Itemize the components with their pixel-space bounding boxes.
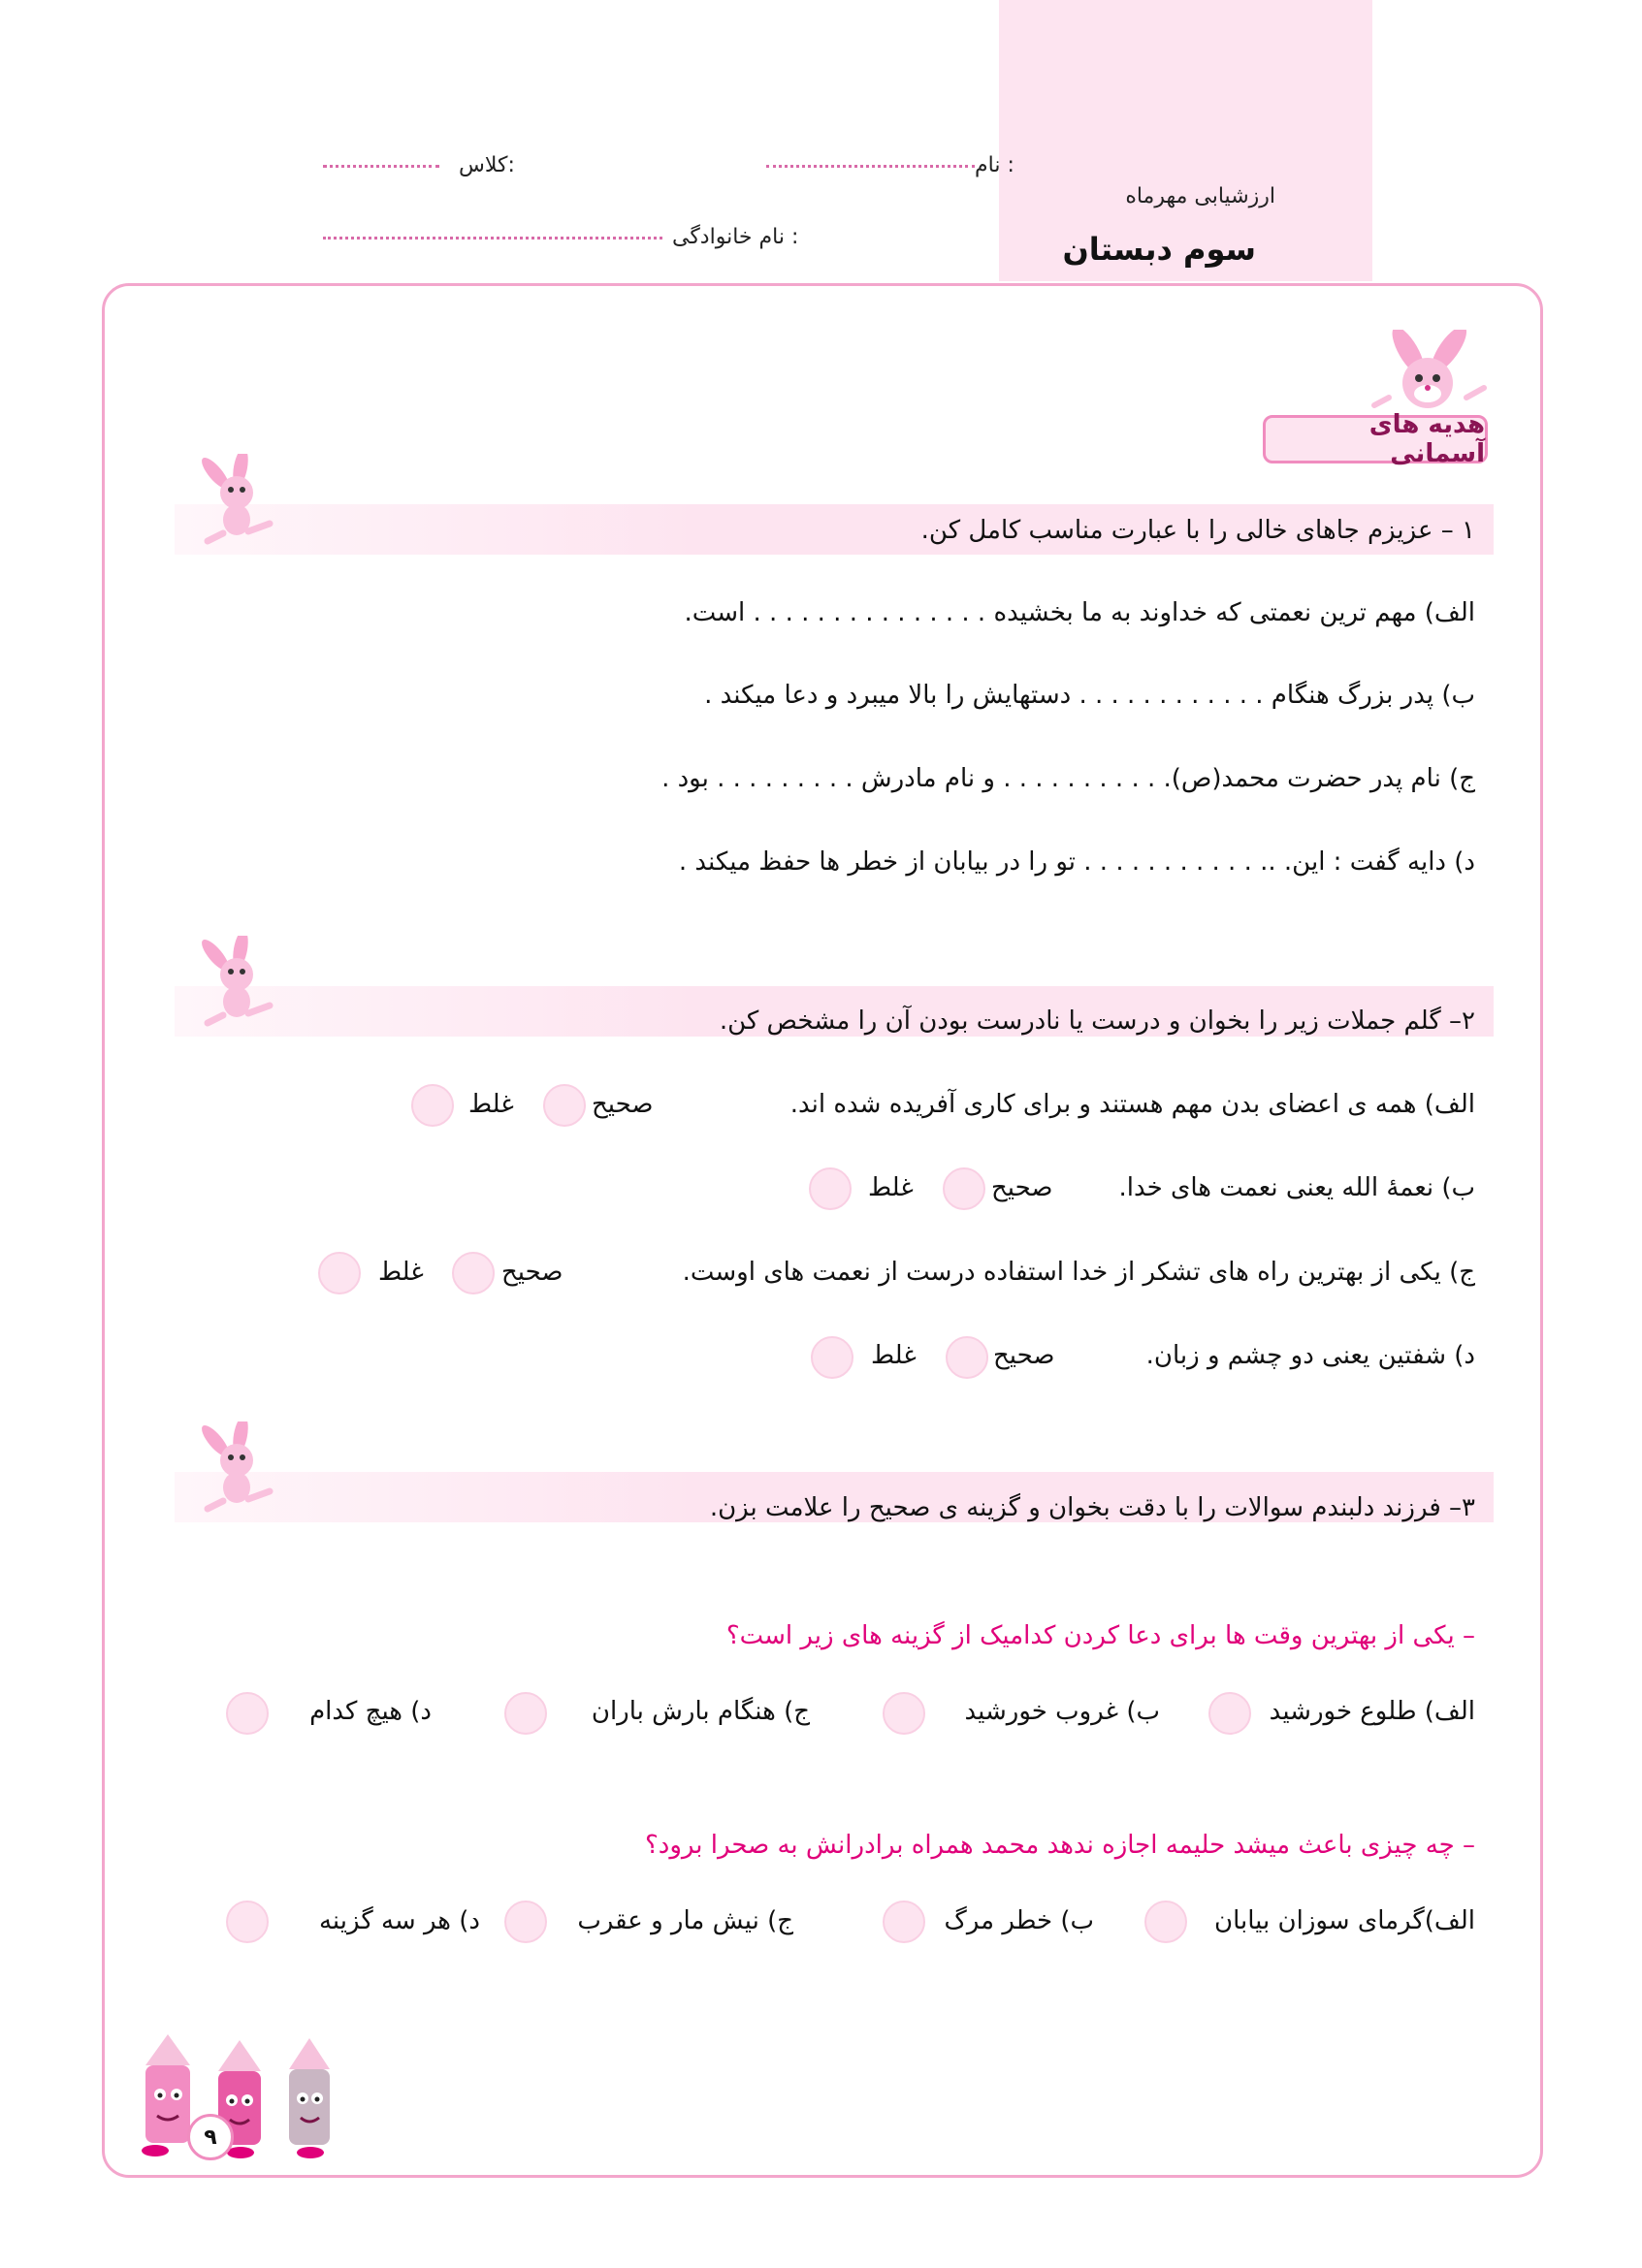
pencil-mascots-icon — [116, 2027, 359, 2162]
q3-sub2-option-a: الف)گرمای سوزان بیابان — [1213, 1906, 1475, 1935]
q2-item-d: د) شفتین یعنی دو چشم و زبان. — [1145, 1341, 1475, 1370]
running-bunny-icon — [194, 1421, 286, 1514]
class-dots — [323, 165, 439, 168]
running-bunny-icon — [194, 936, 286, 1028]
correct-option-circle[interactable] — [452, 1252, 495, 1294]
wrong-label: غلط — [468, 1090, 514, 1119]
name-label: : نام — [975, 153, 1014, 177]
option-circle[interactable] — [1144, 1901, 1187, 1943]
exam-subtitle: ارزشیابی مهرماه — [1125, 184, 1275, 208]
q3-sub2-option-c: ج) نیش مار و عقرب — [577, 1906, 793, 1935]
wrong-label: غلط — [378, 1258, 424, 1287]
family-dots — [323, 237, 662, 240]
wrong-label: غلط — [868, 1173, 914, 1202]
page-number: ۹ — [187, 2114, 234, 2160]
correct-option-circle[interactable] — [943, 1167, 985, 1210]
name-field[interactable] — [766, 153, 1014, 177]
wrong-option-circle[interactable] — [411, 1084, 454, 1127]
q1-item-d: د) دایه گفت : این. .. . . . . . . . . . . . تو را در بیابان از خطر ها حفظ میکند . — [678, 847, 1475, 877]
wrong-option-circle[interactable] — [811, 1336, 853, 1379]
class-field[interactable] — [323, 153, 515, 177]
grade-title: سوم دبستان — [1062, 231, 1256, 268]
family-field[interactable] — [323, 225, 798, 249]
q2-item-b: ب) نعمهٔ الله یعنی نعمت های خدا. — [1118, 1173, 1475, 1202]
q3-sub1-option-b: ب) غروب خورشید — [964, 1697, 1160, 1726]
correct-label: صحیح — [991, 1173, 1053, 1202]
family-label: : نام خانوادگی — [672, 225, 799, 249]
option-circle[interactable] — [883, 1692, 925, 1735]
option-circle[interactable] — [1208, 1692, 1251, 1735]
header-tab — [999, 0, 1372, 281]
q1-item-c: ج) نام پدر حضرت محمد(ص). . . . . . . . . . . و نام مادرش . . . . . . . . . بود . — [661, 764, 1475, 793]
content-frame — [102, 283, 1543, 2178]
q1-item-a: الف) مهم ترین نعمتی که خداوند به ما بخشیده . . . . . . . . . . . . . . . است. — [684, 598, 1475, 627]
option-circle[interactable] — [504, 1901, 547, 1943]
correct-option-circle[interactable] — [543, 1084, 586, 1127]
q3-sub1-question: – یکی از بهترین وقت ها برای دعا کردن کدامیک از گزینه های زیر است؟ — [725, 1621, 1475, 1650]
running-bunny-icon — [194, 454, 286, 546]
wrong-option-circle[interactable] — [318, 1252, 361, 1294]
bunny-mascot-icon — [1369, 330, 1491, 422]
wrong-label: غلط — [871, 1341, 917, 1370]
option-circle[interactable] — [883, 1901, 925, 1943]
class-label: :کلاس — [459, 153, 515, 177]
option-circle[interactable] — [226, 1692, 269, 1735]
q3-sub2-question: – چه چیزی باعث میشد حلیمه اجازه ندهد محمد همراه برادرانش به صحرا برود؟ — [644, 1831, 1475, 1860]
q1-title: ۱ – عزیزم جاهای خالی را با عبارت مناسب کامل کن. — [920, 516, 1475, 545]
correct-option-circle[interactable] — [946, 1336, 988, 1379]
wrong-option-circle[interactable] — [809, 1167, 852, 1210]
q1-item-b: ب) پدر بزرگ هنگام . . . . . . . . . . . . دستهایش را بالا میبرد و دعا میکند . — [704, 681, 1475, 710]
q3-sub2-option-b: ب) خطر مرگ — [944, 1906, 1094, 1935]
correct-label: صحیح — [592, 1090, 654, 1119]
section-badge: هدیه های آسمانی — [1263, 415, 1488, 463]
name-dots — [766, 165, 975, 168]
q3-sub1-option-c: ج) هنگام بارش باران — [591, 1697, 810, 1726]
q2-item-a: الف) همه ی اعضای بدن مهم هستند و برای کاری آفریده شده اند. — [789, 1090, 1475, 1119]
correct-label: صحیح — [993, 1341, 1055, 1370]
q2-title: ۲– گلم جملات زیر را بخوان و درست یا نادرست بودن آن را مشخص کن. — [719, 1006, 1475, 1036]
q2-item-c: ج) یکی از بهترین راه های تشکر از خدا استفاده درست از نعمت های اوست. — [682, 1258, 1475, 1287]
option-circle[interactable] — [226, 1901, 269, 1943]
correct-label: صحیح — [501, 1258, 563, 1287]
q3-title: ۳– فرزند دلبندم سوالات را با دقت بخوان و گزینه ی صحیح را علامت بزن. — [709, 1493, 1475, 1522]
q3-sub1-option-d: د) هیچ کدام — [309, 1697, 432, 1726]
option-circle[interactable] — [504, 1692, 547, 1735]
q3-sub2-option-d: د) هر سه گزینه — [318, 1906, 480, 1935]
q3-sub1-option-a: الف) طلوع خورشید — [1269, 1697, 1475, 1726]
